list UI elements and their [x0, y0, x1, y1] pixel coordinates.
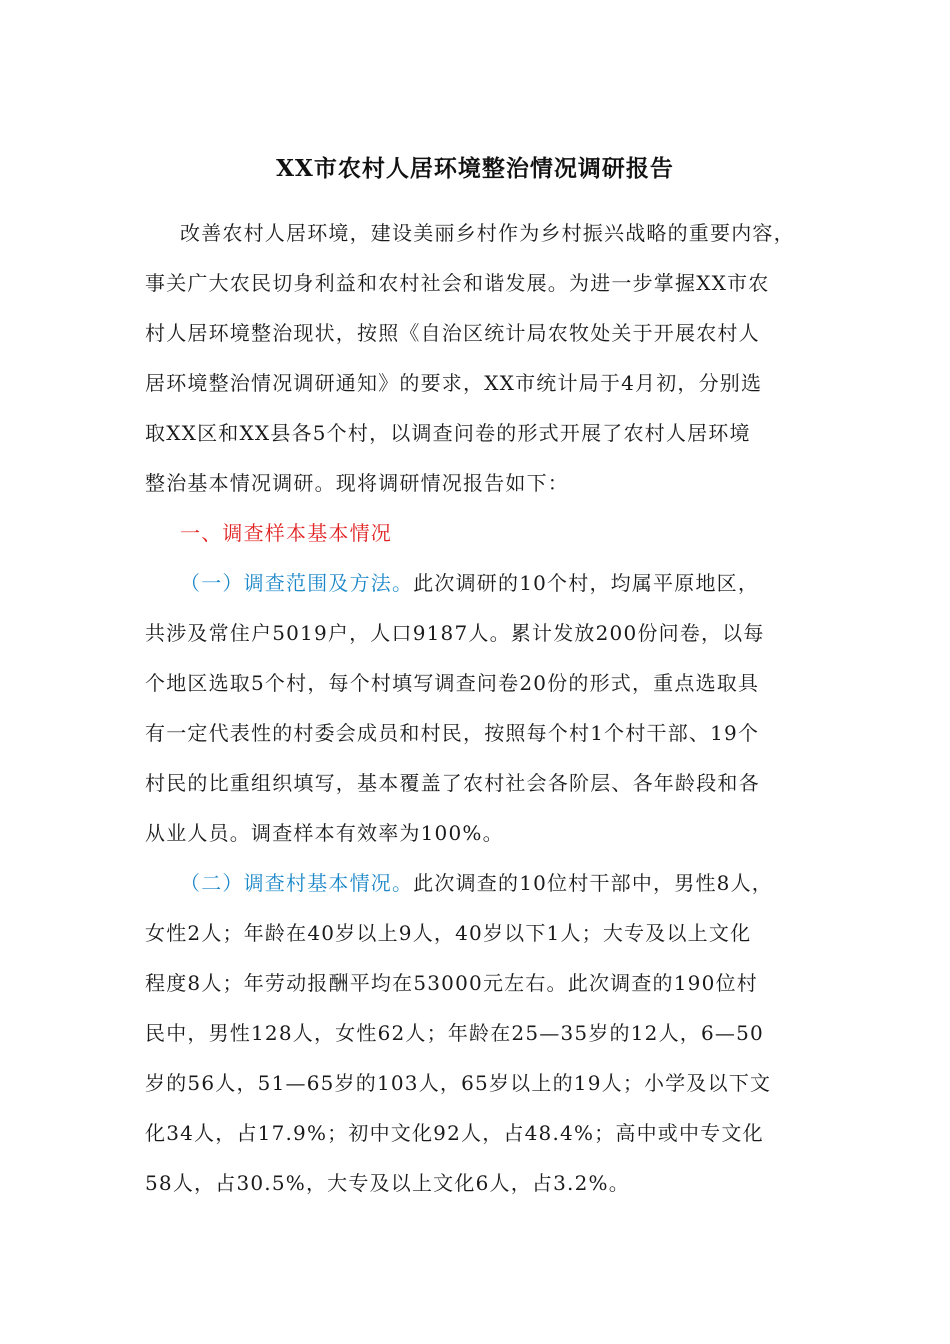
sub2-first-line: [180, 870, 773, 896]
sub2-line: 化34人，占17.9%；初中文化92人，占48.4%；高中或中专文化: [145, 1121, 764, 1145]
sub1-first-line-text: 此次调研的10个村，均属平原地区，: [413, 571, 760, 595]
sub1-heading: （一）调查范围及方法。: [180, 571, 414, 595]
sub1-line: 从业人员。调查样本有效率为100%。: [145, 821, 504, 845]
sub2-line: 女性2人；年龄在40岁以上9人，40岁以下1人；大专及以上文化: [145, 921, 752, 945]
intro-line: 取XX区和XX县各5个村，以调查问卷的形式开展了农村人居环境: [145, 421, 751, 445]
sub1-first-line: [180, 570, 759, 596]
sub2-line: 58人，占30.5%，大专及以上文化6人，占3.2%。: [145, 1171, 630, 1195]
sub2-line: 岁的56人，51—65岁的103人，65岁以上的19人；小学及以下文: [145, 1071, 772, 1095]
sub1-line: 有一定代表性的村委会成员和村民，按照每个村1个村干部、19个: [145, 721, 760, 745]
intro-line: 居环境整治情况调研通知》的要求，XX市统计局于4月初，分别选: [145, 371, 763, 395]
sub1-line: 共涉及常住户5019户，人口9187人。累计发放200份问卷，以每: [145, 621, 765, 645]
sub1-line: 村民的比重组织填写，基本覆盖了农村社会各阶层、各年龄段和各: [145, 771, 760, 795]
intro-line: 事关广大农民切身利益和农村社会和谐发展。为进一步掌握XX市农: [145, 271, 770, 295]
sub2-first-line-text: 此次调查的10位村干部中，男性8人，: [413, 871, 773, 895]
section-heading: 一、调查样本基本情况: [180, 521, 392, 545]
sub2-heading: （二）调查村基本情况。: [180, 871, 414, 895]
sub1-line: 个地区选取5个村，每个村填写调查问卷20份的形式，重点选取具: [145, 671, 760, 695]
sub2-line: 程度8人；年劳动报酬平均在53000元左右。此次调查的190位村: [145, 971, 758, 995]
intro-line: 村人居环境整治现状，按照《自治区统计局农牧处关于开展农村人: [145, 321, 760, 345]
intro-line: 整治基本情况调研。现将调研情况报告如下：: [145, 471, 569, 495]
sub2-line: 民中，男性128人，女性62人；年龄在25—35岁的12人，6—50: [145, 1021, 764, 1045]
page-title: XX市农村人居环境整治情况调研报告: [276, 155, 674, 182]
intro-line: 改善农村人居环境，建设美丽乡村作为乡村振兴战略的重要内容，: [180, 221, 795, 245]
